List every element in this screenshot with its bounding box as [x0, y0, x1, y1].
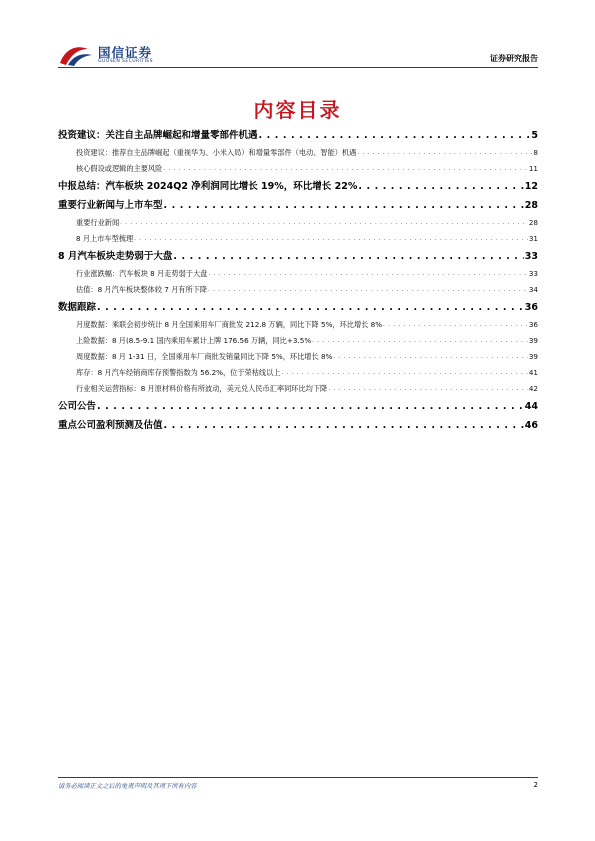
toc-section-entry[interactable]: [58, 416, 538, 435]
page-number: 2: [533, 781, 538, 789]
guosen-logo-icon: [58, 43, 94, 67]
table-of-contents: [58, 126, 538, 435]
brand-name-en: GUOSEN SECURITIES: [98, 59, 153, 64]
toc-subsection-entry[interactable]: [58, 317, 538, 333]
toc-subsection-entry[interactable]: [58, 215, 538, 231]
toc-dot-leader: [358, 177, 523, 196]
toc-dot-leader: [134, 231, 528, 247]
toc-entry-title: 投资建议：关注自主品牌崛起和增量零部件机遇: [58, 130, 258, 141]
toc-entry-page: 8: [533, 148, 538, 157]
toc-dot-leader: [259, 126, 531, 145]
toc-dot-leader: [328, 381, 528, 397]
toc-subsection-entry[interactable]: [58, 365, 538, 381]
toc-entry-page: 31: [528, 234, 538, 243]
toc-dot-leader: [312, 333, 528, 349]
toc-entry-page: 12: [524, 181, 538, 192]
toc-entry-title: 周度数据：8 月 1-31 日，全国乘用车厂商批发销量同比下降 5%，环比增长 8%: [76, 352, 333, 361]
toc-subsection-entry[interactable]: [58, 266, 538, 282]
header-divider: [58, 67, 538, 68]
toc-subsection-entry[interactable]: [58, 349, 538, 365]
toc-subsection-entry[interactable]: [58, 145, 538, 161]
toc-section-entry[interactable]: [58, 397, 538, 416]
toc-dot-leader: [120, 215, 528, 231]
toc-entry-title: 投资建议：推荐自主品牌崛起（重视华为、小米入局）和增量零部件（电动、智能）机遇: [76, 148, 357, 157]
toc-entry-page: 46: [524, 420, 538, 431]
toc-entry-page: 39: [528, 336, 538, 345]
disclaimer-note: 请务必阅读正文之后的免责声明及其项下所有内容: [58, 783, 197, 790]
toc-section-entry[interactable]: [58, 196, 538, 215]
toc-entry-page: 5: [531, 130, 538, 141]
toc-entry-page: 28: [528, 218, 538, 227]
toc-entry-page: 44: [524, 401, 538, 412]
toc-dot-leader: [97, 397, 524, 416]
toc-dot-leader: [208, 282, 528, 298]
toc-subsection-entry[interactable]: [58, 381, 538, 397]
brand-name-cn: 国信证券: [98, 45, 153, 60]
toc-entry-page: 33: [528, 269, 538, 278]
toc-dot-leader: [164, 416, 524, 435]
toc-subsection-entry[interactable]: [58, 282, 538, 298]
toc-entry-title: 公司公告: [58, 401, 97, 412]
toc-entry-page: 42: [528, 384, 538, 393]
toc-entry-title: 行业相关运营指标：8 月原材料价格有所波动，美元兑人民币汇率同环比均下降: [76, 384, 328, 393]
toc-dot-leader: [163, 161, 528, 177]
toc-entry-page: 41: [528, 368, 538, 377]
toc-dot-leader: [173, 247, 523, 266]
toc-entry-page: 36: [524, 302, 538, 313]
toc-dot-leader: [333, 349, 527, 365]
toc-entry-title: 上险数据：8 月(8.5-9.1 国内乘用车累计上牌 176.56 万辆，同比+3.5%: [76, 336, 312, 345]
toc-entry-page: 39: [528, 352, 538, 361]
toc-section-entry[interactable]: [58, 177, 538, 196]
toc-dot-leader: [208, 266, 528, 282]
toc-title: 内容目录: [253, 98, 342, 122]
toc-section-entry[interactable]: [58, 247, 538, 266]
report-type-label: 证券研究报告: [490, 54, 538, 63]
toc-entry-title: 库存：8 月汽车经销商库存预警指数为 56.2%，位于荣枯线以上: [76, 368, 281, 377]
toc-entry-page: 28: [524, 200, 538, 211]
toc-entry-title: 重要行业新闻与上市车型: [58, 200, 163, 211]
toc-entry-page: 33: [524, 251, 538, 262]
toc-entry-title: 重要行业新闻: [76, 218, 120, 227]
toc-entry-page: 11: [528, 164, 538, 173]
toc-entry-title: 行业涨跌幅：汽车板块 8 月走势弱于大盘: [76, 269, 208, 278]
toc-entry-title: 中报总结：汽车板块 2024Q2 净利润同比增长 19%，环比增长 22%: [58, 181, 358, 192]
footer-divider: [58, 777, 538, 778]
toc-entry-page: 36: [528, 320, 538, 329]
toc-subsection-entry[interactable]: [58, 161, 538, 177]
toc-dot-leader: [97, 298, 524, 317]
toc-section-entry[interactable]: [58, 126, 538, 145]
toc-subsection-entry[interactable]: [58, 231, 538, 247]
toc-dot-leader: [164, 196, 524, 215]
toc-entry-title: 月度数据：乘联会初步统计 8 月全国乘用车厂商批发 212.8 万辆，同比下降 5%，环比增长 8%: [76, 320, 383, 329]
toc-dot-leader: [357, 145, 532, 161]
toc-entry-title: 8 月汽车板块走势弱于大盘: [58, 251, 173, 262]
toc-entry-title: 8 月上市车型梳理: [76, 234, 134, 243]
toc-section-entry[interactable]: [58, 298, 538, 317]
toc-subsection-entry[interactable]: [58, 333, 538, 349]
toc-dot-leader: [281, 365, 527, 381]
toc-entry-title: 重点公司盈利预测及估值: [58, 420, 163, 431]
toc-dot-leader: [383, 317, 528, 333]
toc-entry-title: 核心假设或逻辑的主要风险: [76, 164, 163, 173]
toc-entry-page: 34: [528, 285, 538, 294]
toc-entry-title: 数据跟踪: [58, 302, 97, 313]
toc-entry-title: 估值：8 月汽车板块整体较 7 月有所下降: [76, 285, 208, 294]
